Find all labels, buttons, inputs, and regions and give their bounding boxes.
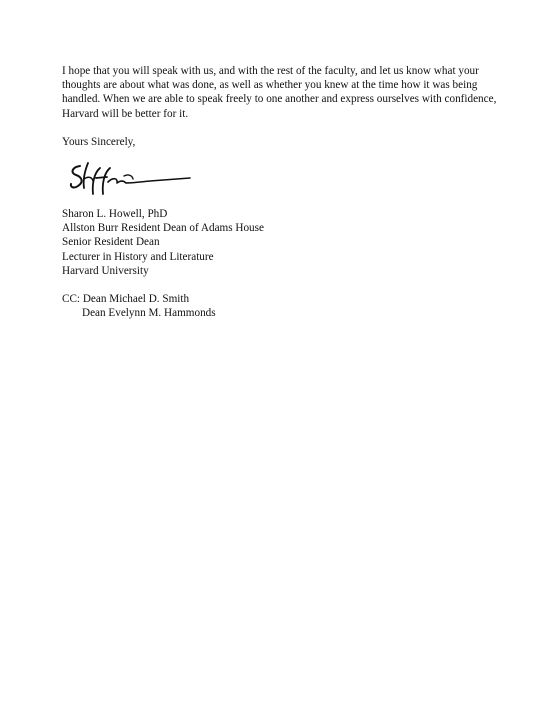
signature-block [62, 207, 502, 278]
handwritten-signature [66, 159, 196, 199]
closing: Yours Sincerely, [62, 135, 136, 148]
cc-recipient: Dean Michael D. Smith [82, 293, 190, 306]
cc-block [62, 292, 502, 320]
signer-title: Lecturer in History and Literature [62, 250, 214, 263]
cc-recipient: Dean Evelynn M. Hammonds [82, 307, 216, 320]
cc-label: CC: [62, 293, 81, 306]
letter-content [62, 64, 502, 320]
letter-body-paragraph: I hope that you will speak with us, and with the rest of the faculty, and let us know what your thoughts are about what was done, as well as whether you knew at the time how it was being handled. When we are able to speak freely to one another and express ourselves with confidence, Harvard will be better for it. [62, 65, 497, 120]
signer-affiliation: Harvard University [62, 264, 149, 277]
cc-first-line [62, 292, 502, 306]
signer-title: Allston Burr Resident Dean of Adams House [62, 222, 264, 235]
signer-name: Sharon L. Howell, PhD [62, 208, 168, 221]
signer-title: Senior Resident Dean [62, 236, 160, 249]
